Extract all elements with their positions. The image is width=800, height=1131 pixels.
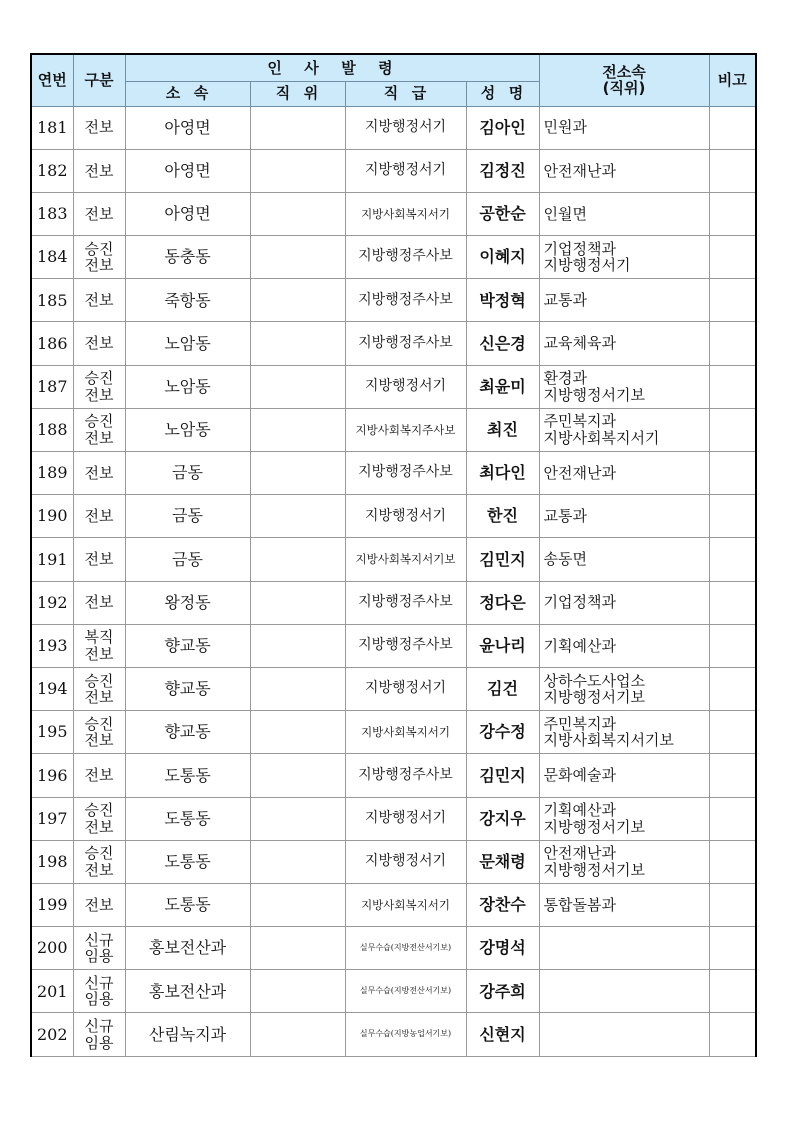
appointment-type (73, 236, 125, 279)
table-row (31, 322, 756, 365)
header-note: 비고 (709, 54, 756, 106)
table-row (31, 667, 756, 710)
table-row (31, 754, 756, 797)
assigned-dept: 도통동 (125, 840, 250, 883)
appointment-type-line: 전보 (84, 766, 114, 785)
row-number: 193 (31, 624, 73, 667)
appointment-type (73, 711, 125, 754)
appointment-type (73, 754, 125, 797)
previous-dept-line: 안전재난과 (543, 463, 616, 482)
appointment-type (73, 883, 125, 926)
previous-dept (539, 106, 709, 149)
employee-name: 김정진 (466, 149, 539, 192)
appointment-type (73, 581, 125, 624)
job-grade: 지방행정서기 (345, 797, 466, 840)
assigned-position (250, 927, 345, 970)
assigned-position (250, 883, 345, 926)
assigned-position (250, 279, 345, 322)
note (709, 365, 756, 408)
assigned-dept: 노암동 (125, 322, 250, 365)
job-grade: 지방행정주사보 (345, 581, 466, 624)
previous-dept (539, 408, 709, 451)
row-number: 196 (31, 754, 73, 797)
appointment-type-line: 신규 (84, 973, 114, 992)
assigned-dept: 금동 (125, 495, 250, 538)
assigned-position (250, 322, 345, 365)
header-name: 성 명 (466, 81, 539, 106)
employee-name: 한진 (466, 495, 539, 538)
previous-dept (539, 279, 709, 322)
employee-name: 강주희 (466, 970, 539, 1013)
job-grade: 지방사회복지주사보 (345, 408, 466, 451)
appointment-type (73, 408, 125, 451)
previous-dept (539, 624, 709, 667)
assigned-dept: 산림녹지과 (125, 1013, 250, 1056)
table-row (31, 927, 756, 970)
job-grade: 지방사회복지서기보 (345, 538, 466, 581)
row-number: 184 (31, 236, 73, 279)
assigned-position (250, 365, 345, 408)
table-row (31, 797, 756, 840)
appointment-type (73, 970, 125, 1013)
employee-name: 이혜지 (466, 236, 539, 279)
assigned-position (250, 711, 345, 754)
job-grade: 지방행정주사보 (345, 754, 466, 797)
row-number: 191 (31, 538, 73, 581)
previous-dept (539, 581, 709, 624)
job-grade: 실무수습(지방농업서기보) (345, 1013, 466, 1056)
note (709, 149, 756, 192)
previous-dept (539, 1013, 709, 1056)
assigned-dept: 노암동 (125, 408, 250, 451)
assigned-position (250, 581, 345, 624)
job-grade: 지방사회복지서기 (345, 883, 466, 926)
appointment-type-line: 신규 (84, 1017, 114, 1036)
note (709, 495, 756, 538)
row-number: 194 (31, 667, 73, 710)
previous-dept-line: 지방행정서기보 (543, 688, 645, 707)
table-row (31, 711, 756, 754)
appointment-type-line: 전보 (84, 161, 114, 180)
appointment-type-line: 전보 (84, 817, 114, 836)
assigned-position (250, 667, 345, 710)
previous-dept (539, 754, 709, 797)
previous-dept-line: 지방행정서기보 (543, 860, 645, 879)
previous-dept (539, 797, 709, 840)
appointment-type-line: 승진 (84, 671, 114, 690)
assigned-dept: 향교동 (125, 624, 250, 667)
personnel-table (30, 53, 757, 1057)
note (709, 667, 756, 710)
employee-name: 김아인 (466, 106, 539, 149)
assigned-dept: 왕정동 (125, 581, 250, 624)
assigned-dept: 죽항동 (125, 279, 250, 322)
previous-dept-line: 안전재난과 (543, 844, 616, 863)
employee-name: 김민지 (466, 754, 539, 797)
employee-name: 윤나리 (466, 624, 539, 667)
note (709, 236, 756, 279)
assigned-position (250, 797, 345, 840)
job-grade: 지방사회복지서기 (345, 192, 466, 235)
job-grade: 실무수습(지방전산서기보) (345, 927, 466, 970)
row-number: 186 (31, 322, 73, 365)
row-number: 188 (31, 408, 73, 451)
table-row (31, 883, 756, 926)
appointment-type-line: 전보 (84, 118, 114, 137)
table-row (31, 581, 756, 624)
note (709, 883, 756, 926)
assigned-position (250, 495, 345, 538)
table-row (31, 538, 756, 581)
table-row (31, 970, 756, 1013)
appointment-type-line: 전보 (84, 895, 114, 914)
job-grade: 지방행정서기 (345, 495, 466, 538)
previous-dept (539, 840, 709, 883)
appointment-type (73, 624, 125, 667)
assigned-dept: 아영면 (125, 106, 250, 149)
table-row (31, 192, 756, 235)
employee-name: 정다은 (466, 581, 539, 624)
header-dept: 소 속 (125, 81, 250, 106)
job-grade: 지방행정주사보 (345, 279, 466, 322)
assigned-position (250, 192, 345, 235)
employee-name: 신현지 (466, 1013, 539, 1056)
header-position: 직 위 (250, 81, 345, 106)
employee-name: 최윤미 (466, 365, 539, 408)
job-grade: 지방행정주사보 (345, 452, 466, 495)
note (709, 279, 756, 322)
previous-dept-line: 지방사회복지서기보 (543, 731, 674, 750)
previous-dept-line: 송동면 (543, 550, 587, 569)
job-grade: 지방행정서기 (345, 365, 466, 408)
row-number: 189 (31, 452, 73, 495)
note (709, 581, 756, 624)
appointment-type-line: 신규 (84, 930, 114, 949)
table-row (31, 624, 756, 667)
row-number: 201 (31, 970, 73, 1013)
appointment-type-line: 승진 (84, 412, 114, 431)
row-number: 187 (31, 365, 73, 408)
previous-dept (539, 883, 709, 926)
assigned-dept: 도통동 (125, 754, 250, 797)
job-grade: 지방행정주사보 (345, 322, 466, 365)
note (709, 192, 756, 235)
assigned-position (250, 106, 345, 149)
appointment-type-line: 승진 (84, 239, 114, 258)
assigned-position (250, 1013, 345, 1056)
row-number: 185 (31, 279, 73, 322)
assigned-dept: 금동 (125, 452, 250, 495)
previous-dept-line: 지방행정서기보 (543, 385, 645, 404)
appointment-type-line: 승진 (84, 844, 114, 863)
appointment-type-line: 전보 (84, 256, 114, 275)
employee-name: 김건 (466, 667, 539, 710)
job-grade: 지방행정서기 (345, 106, 466, 149)
appointment-type (73, 452, 125, 495)
table-row (31, 495, 756, 538)
appointment-type-line: 전보 (84, 334, 114, 353)
assigned-dept: 도통동 (125, 883, 250, 926)
appointment-type (73, 106, 125, 149)
appointment-type-line: 임용 (84, 947, 114, 966)
employee-name: 박정혁 (466, 279, 539, 322)
assigned-position (250, 149, 345, 192)
note (709, 1013, 756, 1056)
row-number: 182 (31, 149, 73, 192)
assigned-dept: 도통동 (125, 797, 250, 840)
job-grade: 실무수습(지방전산서기보) (345, 970, 466, 1013)
employee-name: 최다인 (466, 452, 539, 495)
assigned-dept: 노암동 (125, 365, 250, 408)
table-row (31, 452, 756, 495)
assigned-position (250, 408, 345, 451)
note (709, 322, 756, 365)
row-number: 192 (31, 581, 73, 624)
note (709, 754, 756, 797)
job-grade: 지방사회복지서기 (345, 711, 466, 754)
appointment-type-line: 승진 (84, 369, 114, 388)
assigned-dept: 금동 (125, 538, 250, 581)
employee-name: 공한순 (466, 192, 539, 235)
previous-dept-line: 기획예산과 (543, 636, 616, 655)
previous-dept (539, 927, 709, 970)
appointment-type (73, 192, 125, 235)
appointment-type (73, 149, 125, 192)
previous-dept-line: 통합돌봄과 (543, 895, 616, 914)
header-previous-position-label: (직위) (602, 79, 646, 98)
row-number: 183 (31, 192, 73, 235)
header-type: 구분 (73, 54, 125, 106)
appointment-type (73, 279, 125, 322)
appointment-type (73, 927, 125, 970)
employee-name: 장찬수 (466, 883, 539, 926)
appointment-type-line: 전보 (84, 463, 114, 482)
assigned-dept: 향교동 (125, 711, 250, 754)
appointment-type-line: 승진 (84, 714, 114, 733)
appointment-type-line: 전보 (84, 428, 114, 447)
employee-name: 강지우 (466, 797, 539, 840)
table-body (31, 106, 756, 1056)
table-row (31, 840, 756, 883)
previous-dept-line: 기업정책과 (543, 593, 616, 612)
appointment-type (73, 797, 125, 840)
employee-name: 문채령 (466, 840, 539, 883)
appointment-type-line: 전보 (84, 550, 114, 569)
note (709, 927, 756, 970)
note (709, 538, 756, 581)
previous-dept-line: 기획예산과 (543, 801, 616, 820)
previous-dept (539, 667, 709, 710)
previous-dept (539, 236, 709, 279)
appointment-type-line: 전보 (84, 291, 114, 310)
appointment-type-line: 전보 (84, 204, 114, 223)
note (709, 970, 756, 1013)
assigned-dept: 홍보전산과 (125, 927, 250, 970)
previous-dept (539, 970, 709, 1013)
job-grade: 지방행정주사보 (345, 624, 466, 667)
previous-dept (539, 149, 709, 192)
row-number: 190 (31, 495, 73, 538)
header-appointment-group: 인 사 발 령 (125, 54, 539, 81)
note (709, 452, 756, 495)
appointment-type (73, 667, 125, 710)
previous-dept-line: 기업정책과 (543, 239, 616, 258)
previous-dept-line: 교육체육과 (543, 334, 616, 353)
appointment-type-line: 임용 (84, 990, 114, 1009)
row-number: 200 (31, 927, 73, 970)
assigned-dept: 향교동 (125, 667, 250, 710)
assigned-position (250, 236, 345, 279)
row-number: 195 (31, 711, 73, 754)
appointment-type-line: 복직 (84, 628, 114, 647)
row-number: 198 (31, 840, 73, 883)
table-row (31, 279, 756, 322)
note (709, 711, 756, 754)
appointment-type-line: 전보 (84, 593, 114, 612)
note (709, 840, 756, 883)
employee-name: 강명석 (466, 927, 539, 970)
assigned-position (250, 538, 345, 581)
previous-dept (539, 538, 709, 581)
previous-dept-line: 인월면 (543, 204, 587, 223)
employee-name: 김민지 (466, 538, 539, 581)
previous-dept-line: 상하수도사업소 (543, 671, 645, 690)
table-row (31, 236, 756, 279)
employee-name: 강수정 (466, 711, 539, 754)
assigned-position (250, 452, 345, 495)
previous-dept (539, 711, 709, 754)
previous-dept-line: 주민복지과 (543, 714, 616, 733)
row-number: 197 (31, 797, 73, 840)
assigned-dept: 동충동 (125, 236, 250, 279)
table-row (31, 1013, 756, 1056)
previous-dept-line: 지방행정서기보 (543, 817, 645, 836)
appointment-type (73, 495, 125, 538)
job-grade: 지방행정서기 (345, 840, 466, 883)
table-row (31, 106, 756, 149)
note (709, 106, 756, 149)
assigned-dept: 아영면 (125, 149, 250, 192)
previous-dept-line: 안전재난과 (543, 161, 616, 180)
table-row (31, 365, 756, 408)
header-grade: 직 급 (345, 81, 466, 106)
employee-name: 신은경 (466, 322, 539, 365)
job-grade: 지방행정서기 (345, 149, 466, 192)
previous-dept (539, 365, 709, 408)
header-no: 연번 (31, 54, 73, 106)
assigned-position (250, 624, 345, 667)
appointment-type (73, 1013, 125, 1056)
appointment-type-line: 임용 (84, 1033, 114, 1052)
appointment-type-line: 전보 (84, 731, 114, 750)
assigned-position (250, 754, 345, 797)
note (709, 408, 756, 451)
job-grade: 지방행정서기 (345, 667, 466, 710)
table-row (31, 149, 756, 192)
appointment-type-line: 전보 (84, 860, 114, 879)
previous-dept-line: 교통과 (543, 507, 587, 526)
appointment-type-line: 전보 (84, 644, 114, 663)
appointment-type-line: 승진 (84, 801, 114, 820)
previous-dept-line: 문화예술과 (543, 766, 616, 785)
row-number: 199 (31, 883, 73, 926)
previous-dept (539, 495, 709, 538)
row-number: 202 (31, 1013, 73, 1056)
employee-name: 최진 (466, 408, 539, 451)
previous-dept-line: 민원과 (543, 118, 587, 137)
appointment-type (73, 365, 125, 408)
assigned-position (250, 840, 345, 883)
note (709, 797, 756, 840)
appointment-type (73, 840, 125, 883)
job-grade: 지방행정주사보 (345, 236, 466, 279)
note (709, 624, 756, 667)
table-row (31, 408, 756, 451)
appointment-type (73, 538, 125, 581)
previous-dept (539, 322, 709, 365)
previous-dept (539, 452, 709, 495)
appointment-type-line: 전보 (84, 688, 114, 707)
previous-dept-line: 환경과 (543, 369, 587, 388)
row-number: 181 (31, 106, 73, 149)
appointment-type-line: 전보 (84, 507, 114, 526)
assigned-position (250, 970, 345, 1013)
previous-dept (539, 192, 709, 235)
previous-dept-line: 주민복지과 (543, 412, 616, 431)
assigned-dept: 홍보전산과 (125, 970, 250, 1013)
previous-dept-line: 교통과 (543, 291, 587, 310)
appointment-type (73, 322, 125, 365)
appointment-type-line: 전보 (84, 385, 114, 404)
header-previous-dept-label: 전소속 (602, 62, 646, 81)
previous-dept-line: 지방행정서기 (543, 256, 631, 275)
previous-dept-line: 지방사회복지서기 (543, 428, 660, 447)
header-previous-dept (539, 54, 709, 106)
assigned-dept: 아영면 (125, 192, 250, 235)
